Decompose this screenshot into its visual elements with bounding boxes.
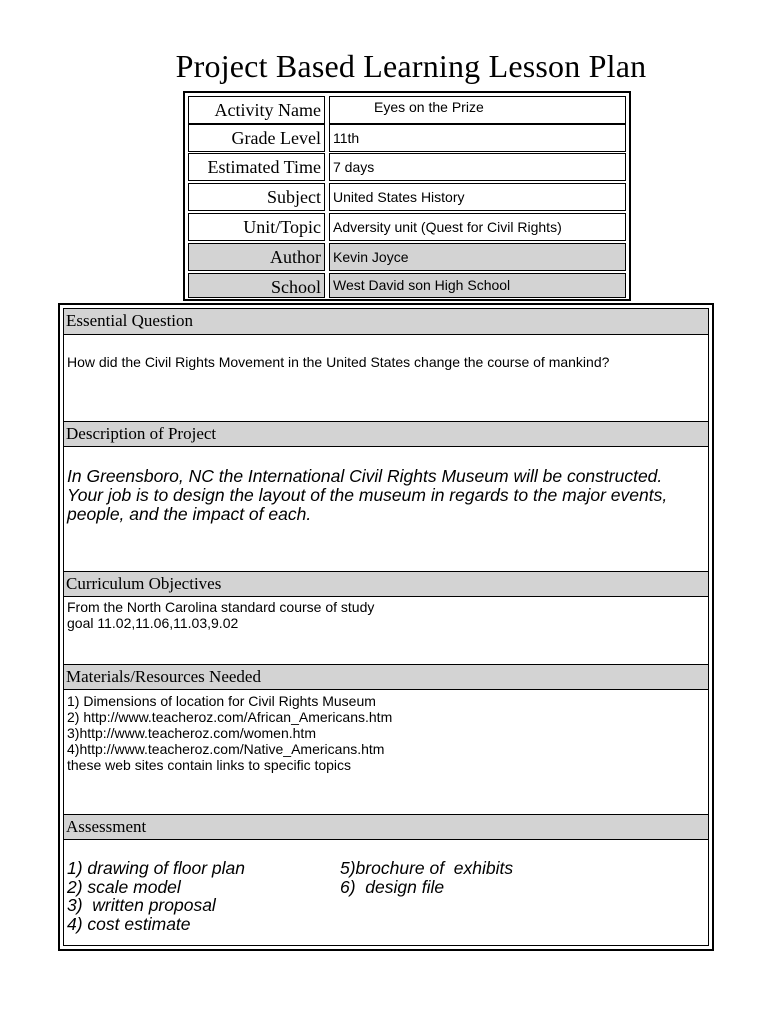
curriculum-text: From the North Carolina standard course of study goal 11.02,11.06,11.03,9.02: [67, 599, 375, 631]
page-title: Project Based Learning Lesson Plan: [175, 48, 647, 84]
info-value: United States History: [329, 183, 626, 211]
section-header-essential-question: Essential Question: [64, 309, 708, 335]
info-table: [183, 91, 631, 301]
assessment-list-right: 5)brochure of exhibits 6) design file: [340, 858, 514, 897]
info-label: Author: [188, 243, 325, 271]
info-label: Unit/Topic: [188, 213, 325, 241]
info-row-subject: [188, 183, 626, 211]
info-label: Grade Level: [188, 124, 325, 152]
info-row-unit-topic: [188, 213, 626, 241]
materials-text: 1) Dimensions of location for Civil Rights Museum 2) http://www.teacheroz.com/African_Americans.htm 3)http://www.teacheroz.com/women.htm 4)http://www.teacheroz.com/Native_Americans.htm these web sites contain links to specific topics: [67, 693, 393, 773]
essential-question-text: How did the Civil Rights Movement in the United States change the course of mankind?: [67, 354, 610, 370]
info-value: Adversity unit (Quest for Civil Rights): [329, 213, 626, 241]
info-label: Estimated Time: [188, 153, 325, 181]
lesson-plan-box: [58, 303, 714, 951]
info-row-estimated-time: [188, 153, 626, 181]
info-value: Kevin Joyce: [329, 243, 626, 271]
section-header-description: Description of Project: [64, 421, 708, 447]
lesson-plan-inner: [63, 308, 709, 946]
info-value: 11th: [329, 124, 626, 152]
info-row-grade-level: [188, 124, 626, 152]
info-row-school: [188, 273, 626, 298]
description-text: In Greensboro, NC the International Civil Rights Museum will be constructed. Your job is to design the layout of the museum in regards to the major events, people, and the impact of each.: [67, 466, 668, 524]
info-value: West David son High School: [329, 273, 626, 298]
info-row-activity-name: [188, 96, 626, 124]
info-row-author: [188, 243, 626, 271]
info-value: Eyes on the Prize: [329, 96, 626, 124]
info-value: 7 days: [329, 153, 626, 181]
section-header-materials: Materials/Resources Needed: [64, 664, 708, 690]
assessment-list-left: 1) drawing of floor plan 2) scale model 3) written proposal 4) cost estimate: [67, 858, 246, 934]
info-label: Activity Name: [188, 96, 325, 124]
section-header-curriculum: Curriculum Objectives: [64, 571, 708, 597]
info-label: School: [188, 273, 325, 298]
section-header-assessment: Assessment: [64, 814, 708, 840]
info-label: Subject: [188, 183, 325, 211]
